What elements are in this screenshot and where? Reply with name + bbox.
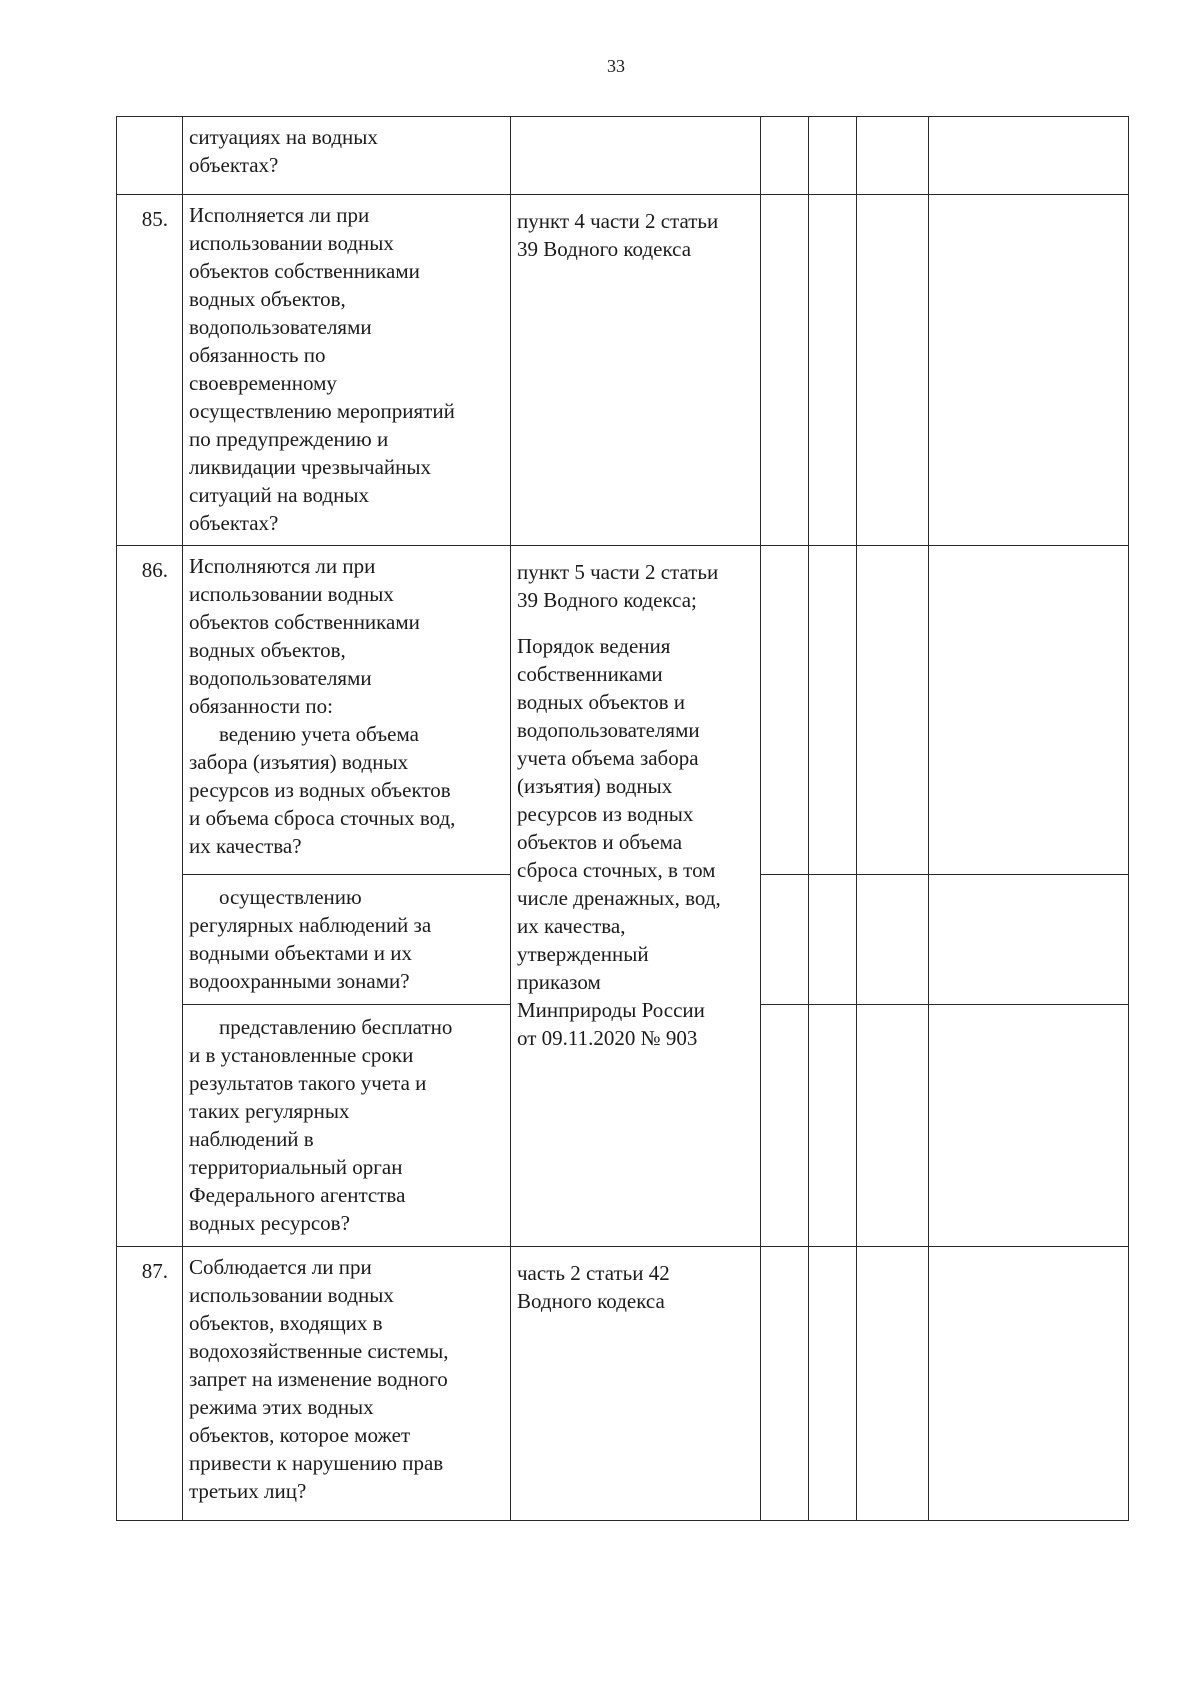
question-line: Исполняется ли при xyxy=(189,203,370,227)
reference-block xyxy=(517,558,754,614)
answer-cell[interactable] xyxy=(809,1247,857,1521)
answer-cell[interactable] xyxy=(809,195,857,546)
answer-cell[interactable] xyxy=(761,546,809,875)
question-line: осуществлению мероприятий xyxy=(189,399,455,423)
answer-cell[interactable] xyxy=(857,546,929,875)
sub-question-line: их качества? xyxy=(189,834,302,858)
sub-question-line: представлению бесплатно xyxy=(219,1015,453,1039)
question-line: использовании водных xyxy=(189,582,394,606)
answer-cell[interactable] xyxy=(809,875,857,1005)
question-line: объектах? xyxy=(189,511,279,535)
sub-question-line: ресурсов из водных объектов xyxy=(189,778,451,802)
reference-cell xyxy=(511,1247,761,1521)
sub-question-line: ведению учета объема xyxy=(219,722,419,746)
reference-line: пункт 4 части 2 статьи xyxy=(517,209,719,233)
reference-line: 39 Водного кодекса; xyxy=(517,588,697,612)
question-line: водных объектов, xyxy=(189,638,346,662)
row-number-cell: 86. xyxy=(117,546,183,1247)
note-cell[interactable] xyxy=(929,117,1129,195)
reference-line: 39 Водного кодекса xyxy=(517,237,692,261)
reference-line: их качества, xyxy=(517,914,626,938)
reference-line: водопользователями xyxy=(517,718,700,742)
table-row xyxy=(117,546,1129,875)
question-line: своевременному xyxy=(189,371,337,395)
answer-cell[interactable] xyxy=(761,875,809,1005)
question-line: объектов собственниками xyxy=(189,259,420,283)
question-line: запрет на изменение водного xyxy=(189,1367,448,1391)
answer-cell[interactable] xyxy=(857,875,929,1005)
question-cell xyxy=(183,117,511,195)
question-cell xyxy=(183,1247,511,1521)
reference-line: Водного кодекса xyxy=(517,1289,665,1313)
reference-line: учета объема забора xyxy=(517,746,699,770)
question-cell xyxy=(183,1005,511,1247)
page-number: 33 xyxy=(607,56,625,76)
question-line: обязанности по: xyxy=(189,694,333,718)
answer-cell[interactable] xyxy=(857,195,929,546)
checklist-table xyxy=(116,116,1129,1521)
question-line: объектов собственниками xyxy=(189,610,420,634)
reference-line: приказом xyxy=(517,970,601,994)
answer-cell[interactable] xyxy=(809,1005,857,1247)
answer-cell[interactable] xyxy=(761,1005,809,1247)
row-number-cell: 85. xyxy=(117,195,183,546)
reference-line: утвержденный xyxy=(517,942,649,966)
note-cell[interactable] xyxy=(929,1005,1129,1247)
answer-cell[interactable] xyxy=(809,546,857,875)
reference-line: Порядок ведения xyxy=(517,634,671,658)
reference-line: часть 2 статьи 42 xyxy=(517,1261,670,1285)
note-cell[interactable] xyxy=(929,195,1129,546)
question-cell xyxy=(183,546,511,875)
question-line: ликвидации чрезвычайных xyxy=(189,455,431,479)
question-line: режима этих водных xyxy=(189,1395,374,1419)
question-cell xyxy=(183,195,511,546)
question-line: по предупреждению и xyxy=(189,427,389,451)
reference-line: (изъятия) водных xyxy=(517,774,673,798)
sub-question-line: водными объектами и их xyxy=(189,941,413,965)
question-line: водных объектов, xyxy=(189,287,346,311)
question-line: Исполняются ли при xyxy=(189,554,376,578)
reference-line: пункт 5 части 2 статьи xyxy=(517,560,719,584)
answer-cell[interactable] xyxy=(761,195,809,546)
sub-question-line: территориальный орган xyxy=(189,1155,403,1179)
answer-cell[interactable] xyxy=(857,117,929,195)
question-line: третьих лиц? xyxy=(189,1479,307,1503)
question-line: привести к нарушению прав xyxy=(189,1451,444,1475)
note-cell[interactable] xyxy=(929,546,1129,875)
answer-cell[interactable] xyxy=(857,1247,929,1521)
question-line: объектов, входящих в xyxy=(189,1311,383,1335)
question-line: обязанность по xyxy=(189,343,326,367)
answer-cell[interactable] xyxy=(761,117,809,195)
question-line: ситуаций на водных xyxy=(189,483,369,507)
reference-line: сброса сточных, в том xyxy=(517,858,716,882)
answer-cell[interactable] xyxy=(857,1005,929,1247)
table-row xyxy=(117,195,1129,546)
sub-question-line: регулярных наблюдений за xyxy=(189,913,432,937)
sub-question-line: водоохранными зонами? xyxy=(189,969,410,993)
question-line: использовании водных xyxy=(189,1283,394,1307)
sub-question-line: результатов такого учета и xyxy=(189,1071,427,1095)
question-line: водопользователями xyxy=(189,666,372,690)
table-row xyxy=(117,1247,1129,1521)
sub-question-line: наблюдений в xyxy=(189,1127,314,1151)
note-cell[interactable] xyxy=(929,875,1129,1005)
answer-cell[interactable] xyxy=(809,117,857,195)
sub-question-line: и в установленные сроки xyxy=(189,1043,414,1067)
question-line: водопользователями xyxy=(189,315,372,339)
question-line: водохозяйственные системы, xyxy=(189,1339,449,1363)
sub-question-line: осуществлению xyxy=(219,885,362,909)
sub-question-line: таких регулярных xyxy=(189,1099,350,1123)
sub-question-line: Федерального агентства xyxy=(189,1183,406,1207)
answer-cell[interactable] xyxy=(761,1247,809,1521)
question-line: использовании водных xyxy=(189,231,394,255)
row-number-cell xyxy=(117,117,183,195)
sub-question-line: забора (изъятия) водных xyxy=(189,750,409,774)
question-line: Соблюдается ли при xyxy=(189,1255,372,1279)
reference-line: Минприроды России xyxy=(517,998,705,1022)
note-cell[interactable] xyxy=(929,1247,1129,1521)
sub-question-line: водных ресурсов? xyxy=(189,1211,350,1235)
question-cell xyxy=(183,875,511,1005)
reference-block xyxy=(517,632,754,1052)
reference-line: водных объектов и xyxy=(517,690,686,714)
reference-line: числе дренажных, вод, xyxy=(517,886,721,910)
question-line: ситуациях на водных xyxy=(189,125,378,149)
question-line: объектах? xyxy=(189,153,279,177)
reference-line: ресурсов из водных xyxy=(517,802,694,826)
row-number-cell: 87. xyxy=(117,1247,183,1521)
reference-cell xyxy=(511,546,761,1247)
table-row xyxy=(117,117,1129,195)
reference-line: собственниками xyxy=(517,662,663,686)
reference-line: объектов и объема xyxy=(517,830,683,854)
reference-cell xyxy=(511,195,761,546)
reference-line: от 09.11.2020 № 903 xyxy=(517,1026,698,1050)
reference-cell xyxy=(511,117,761,195)
question-line: объектов, которое может xyxy=(189,1423,411,1447)
sub-question-line: и объема сброса сточных вод, xyxy=(189,806,456,830)
